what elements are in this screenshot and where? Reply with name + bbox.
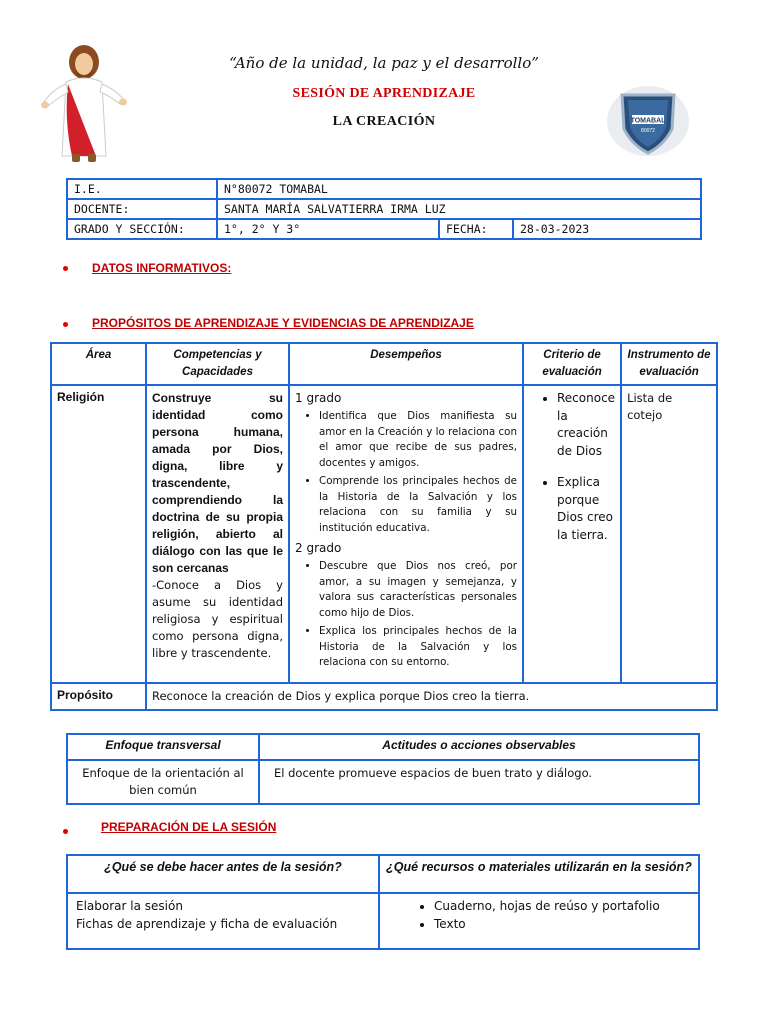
header-instrumento: Instrumento de evaluación	[621, 343, 717, 385]
table-row	[51, 683, 717, 710]
fecha-value: 28-03-2023	[513, 219, 701, 239]
section-propositos: PROPÓSITOS DE APRENDIZAJE Y EVIDENCIAS DE APRENDIZAJE	[92, 316, 474, 330]
header-antes: ¿Qué se debe hacer antes de la sesión?	[67, 855, 379, 893]
section-preparacion: PREPARACIÓN DE LA SESIÓN	[101, 820, 277, 834]
table-header-row	[67, 734, 699, 760]
bullet-icon	[63, 829, 68, 834]
table-row	[67, 219, 701, 239]
list-item: • Explica los principales hechos de la Historia de la Salvación y los relaciona con su entorno.	[319, 624, 517, 671]
competencies-table	[50, 342, 718, 711]
grade-1-list	[295, 409, 517, 536]
proposito-label: Propósito	[57, 688, 113, 702]
list-item: Fichas de aprendizaje y ficha de evaluación	[76, 917, 338, 931]
info-table	[66, 178, 702, 240]
session-title: LA CREACIÓN	[332, 114, 436, 129]
competencia-text: Construye su identidad como persona humana, amada por Dios, digna, libre y trascendente, comprendiendo la doctrina de su propia religión, abierto al diálogo con las que le son cercanas	[152, 391, 283, 575]
fecha-label: FECHA:	[439, 219, 513, 239]
table-row	[67, 199, 701, 219]
list-item: • Reconoce la creación de Dios	[557, 390, 615, 460]
header-desempenos: Desempeños	[289, 343, 523, 385]
ie-value: N°80072 TOMABAL	[217, 179, 701, 199]
motto: “Año de la unidad, la paz y el desarrollo”	[229, 54, 539, 72]
bullet-icon	[63, 322, 68, 327]
header-enfoque: Enfoque transversal	[67, 734, 259, 760]
resources-list	[388, 897, 690, 933]
list-item: • Comprende los principales hechos de la Historia de la Salvación y los relaciona con su familia y su institución educativa.	[319, 474, 517, 536]
logo-number: 80072	[641, 128, 655, 134]
list-item: • Texto	[434, 915, 690, 933]
table-header-row	[67, 855, 699, 893]
bullet-icon	[63, 266, 68, 271]
table-header-row	[51, 343, 717, 385]
enfoque-table	[66, 733, 700, 805]
header-actitudes: Actitudes o acciones observables	[259, 734, 699, 760]
docente-label: DOCENTE:	[67, 199, 217, 219]
list-item: • Descubre que Dios nos creó, por amor, a su imagen y semejanza, y valora sus características personales como hijo de Dios.	[319, 559, 517, 621]
header-competencias: Competencias y Capacidades	[146, 343, 289, 385]
table-row	[67, 893, 699, 949]
criteria-list	[529, 390, 615, 544]
capacidad-text: -Conoce a Dios y asume su identidad religiosa y espiritual como persona digna, libre y trascendente.	[152, 578, 283, 660]
table-row	[51, 385, 717, 683]
grado-value: 1°, 2° Y 3°	[217, 219, 439, 239]
table-row	[67, 179, 701, 199]
list-item: Elaborar la sesión	[76, 899, 183, 913]
grade-2-label: 2 grado	[295, 541, 342, 555]
ie-label: I.E.	[67, 179, 217, 199]
actitudes-value: El docente promueve espacios de buen trato y diálogo.	[259, 760, 699, 804]
preparation-table	[66, 854, 700, 950]
header-recursos: ¿Qué recursos o materiales utilizarán en la sesión?	[379, 855, 699, 893]
proposito-value: Reconoce la creación de Dios y explica porque Dios creo la tierra.	[152, 689, 530, 703]
grade-1-label: 1 grado	[295, 391, 342, 405]
enfoque-value: Enfoque de la orientación al bien común	[67, 760, 259, 804]
grade-2-list	[295, 559, 517, 671]
list-item: • Explica porque Dios creo la tierra.	[557, 474, 615, 544]
list-item: • Cuaderno, hojas de reúso y portafolio	[434, 897, 690, 915]
area-value: Religión	[57, 390, 105, 404]
section-datos: DATOS INFORMATIVOS:	[92, 261, 232, 275]
logo-text: TOMABAL	[630, 117, 666, 125]
header-area: Área	[51, 343, 146, 385]
instrumento-value: Lista de cotejo	[627, 391, 673, 422]
list-item: • Identifica que Dios manifiesta su amor en la Creación y lo relaciona con el amor que recibe de sus padres, docentes y amigos.	[319, 409, 517, 471]
page-title: SESIÓN DE APRENDIZAJE	[292, 86, 476, 101]
header-criterio: Criterio de evaluación	[523, 343, 621, 385]
grado-label: GRADO Y SECCIÓN:	[67, 219, 217, 239]
docente-value: SANTA MARÍA SALVATIERRA IRMA LUZ	[217, 199, 701, 219]
table-row	[67, 760, 699, 804]
